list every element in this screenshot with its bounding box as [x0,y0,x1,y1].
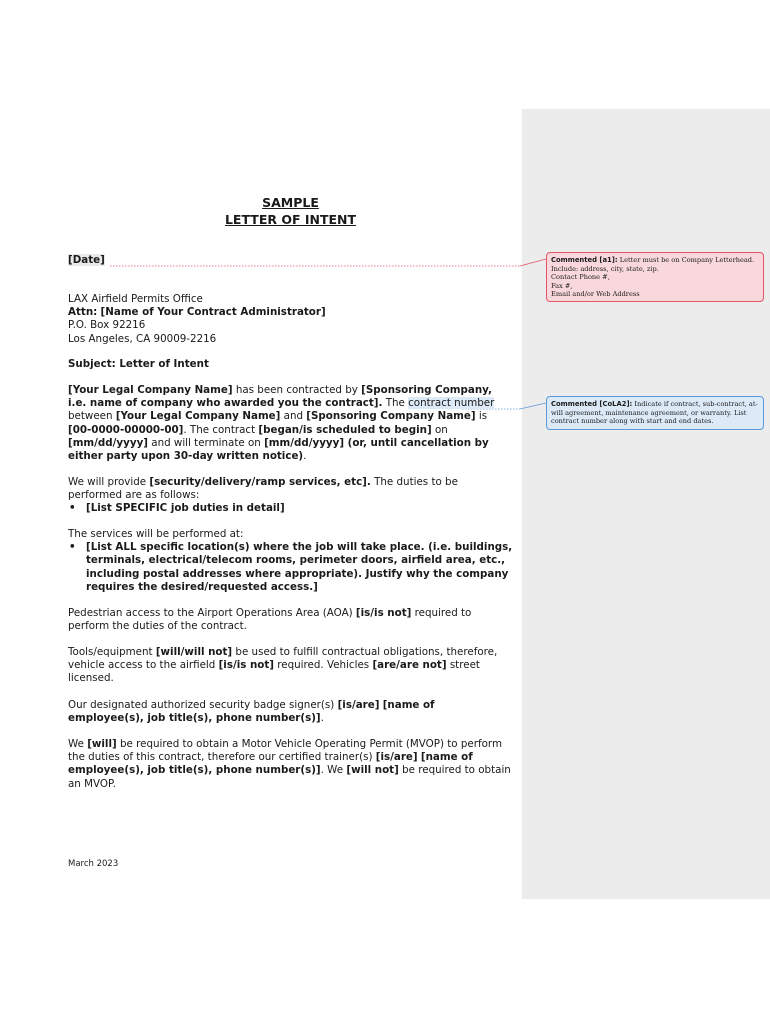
comment-1-line-4: Fax #, [551,281,573,290]
paragraph-contract: [Your Legal Company Name] has been contracted by [Sponsoring Company, i.e. name of company who awarded you the contract]. The contract number between [Your Legal Company Name] and [Sponsoring Company Name] is [00-0000-00000-00]. The contract [began/is scheduled to begin] on [mm/dd/yyyy] and will terminate on [mm/dd/yyyy] (or, until cancellation by either party upon 30-day written notice). [68,384,495,463]
paragraph-badge-signer: Our designated authorized security badge signer(s) [is/are] [name of employee(s), job title(s), phone number(s)]. [68,699,435,725]
subject-line: Subject: Letter of Intent [68,358,209,370]
comment-1-line-5: Email and/or Web Address [551,290,640,299]
comments-margin-pane [522,109,770,899]
paragraph-locations: The services will be performed at: • [List ALL specific location(s) where the job will take place. (i.e. buildings, terminals, electrical/telecom rooms, perimeter doors, airfield area, etc., including postal addresses where appropriate). Justify why the company requires the desired/requested access.] [68,528,513,594]
paragraph-mvop: We [will] be required to obtain a Motor Vehicle Operating Permit (MVOP) to perform the duties of this contract, therefore our certified trainer(s) [is/are] [name of employee(s), job title(s), phone number(s)]. We [will not] be required to obtain an MVOP. [68,738,511,790]
address-line-office: LAX Airfield Permits Office [68,293,203,305]
commented-text-contract-number: contract number [408,397,495,410]
comment-1-author: Commented [a1]: [551,256,618,264]
duties-bullet: • [List SPECIFIC job duties in detail] [68,502,513,515]
comment-1-line-3: Contact Phone #, [551,273,610,282]
title-sample: SAMPLE [262,195,319,210]
comment-1-line-1: Letter must be on Company Letterhead. [619,256,755,264]
footer-date: March 2023 [68,859,119,869]
address-line-city: Los Angeles, CA 90009-2216 [68,332,217,345]
comment-balloon-1[interactable] [546,252,764,302]
date-placeholder[interactable]: [Date] [68,254,105,266]
paragraph-vehicle-access: Tools/equipment [will/will not] be used to fulfill contractual obligations, therefore, vehicle access to the airfield [is/is not] required. Vehicles [are/are not] street licensed. [68,646,498,685]
comment-1-line-2: Include: address, city, state, zip. [551,264,659,273]
comment-2-text: Indicate if contract, sub-contract, at-will agreement, maintenance agreement, or warranty. List contract number along with start and end dates. [551,400,758,426]
address-line-attn: Attn: [Name of Your Contract Administrator] [68,306,326,319]
locations-bullet: • [List ALL specific location(s) where the job will take place. (i.e. buildings, terminals, electrical/telecom rooms, perimeter doors, airfield area, etc., including postal addresses where appropriate). Justify why the company requires the desired/requested access.] [68,541,513,594]
comment-balloon-2[interactable] [546,396,764,430]
address-line-po-box: P.O. Box 92216 [68,319,146,332]
title-letter-of-intent: LETTER OF INTENT [224,212,357,227]
address-block [68,293,513,346]
paragraph-duties: We will provide [security/delivery/ramp services, etc]. The duties to be performed are as follows: • [List SPECIFIC job duties in detail] [68,476,513,516]
comment-2-author: Commented [CoLA2]: [551,400,633,408]
paragraph-aoa-access: Pedestrian access to the Airport Operations Area (AOA) [is/is not] required to perform the duties of the contract. [68,607,472,633]
